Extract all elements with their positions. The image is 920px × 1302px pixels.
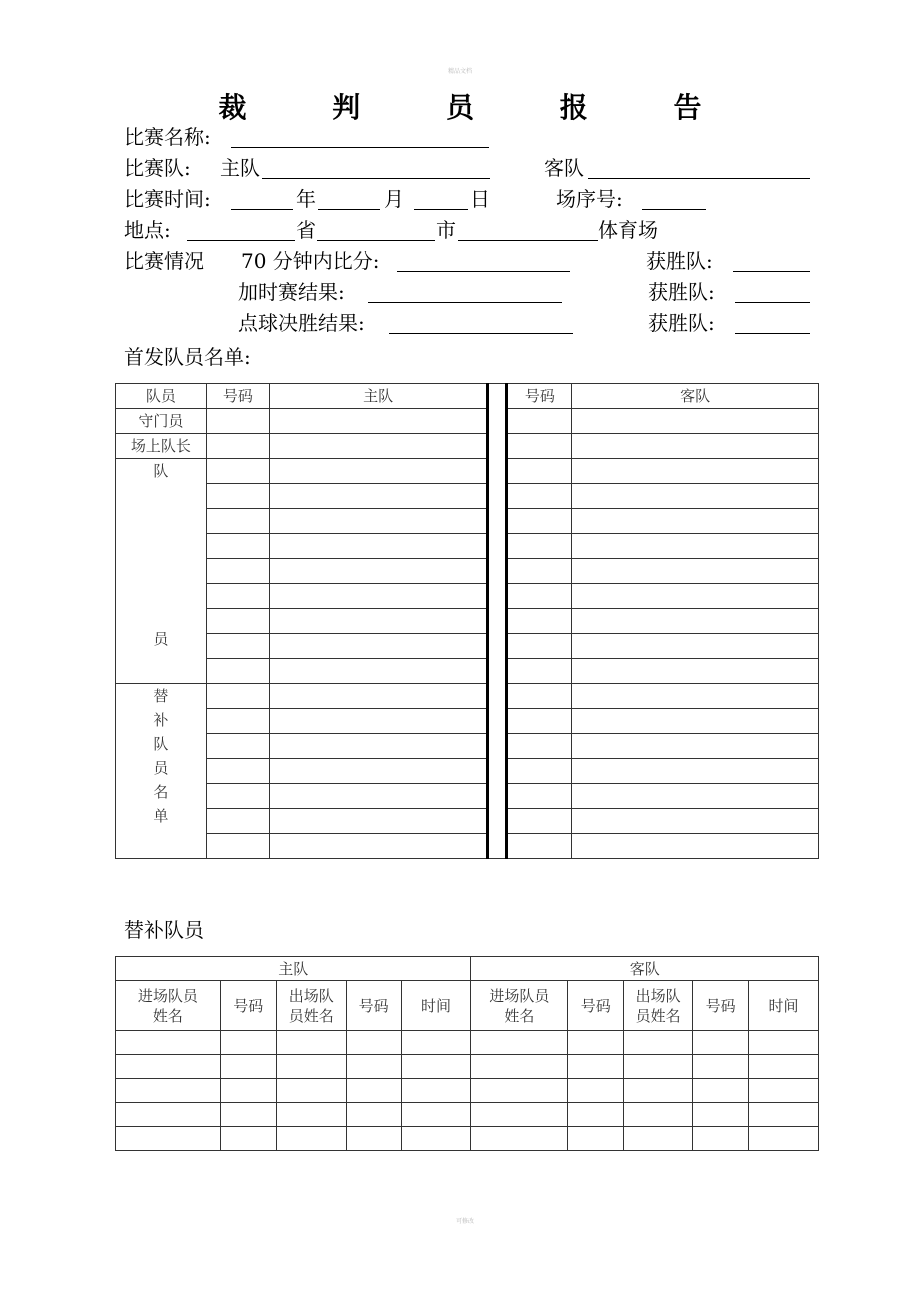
penalty-label: 点球决胜结果: <box>238 311 365 335</box>
cell[interactable] <box>276 1031 346 1055</box>
cell[interactable] <box>572 434 819 459</box>
sub-row <box>116 834 819 859</box>
sub-row <box>116 734 819 759</box>
cell[interactable] <box>507 634 572 659</box>
cell[interactable] <box>507 559 572 584</box>
teams-label: 比赛队: <box>124 156 191 180</box>
home-team-blank[interactable] <box>262 177 490 179</box>
cell[interactable] <box>206 434 269 459</box>
goalkeeper-label: 守门员 <box>116 409 207 434</box>
cell[interactable] <box>507 459 572 484</box>
winner1-blank[interactable] <box>733 270 810 272</box>
player-row <box>116 609 819 634</box>
cell[interactable] <box>346 1127 401 1151</box>
cell[interactable] <box>568 1079 624 1103</box>
cell[interactable] <box>206 534 269 559</box>
captain-row <box>116 434 819 459</box>
away-in-name-header: 进场队员 姓名 <box>471 981 568 1031</box>
cell[interactable] <box>749 1127 819 1151</box>
subs-home-header: 主队 <box>116 957 471 981</box>
cell[interactable] <box>572 709 819 734</box>
cell[interactable] <box>206 659 269 684</box>
cell[interactable] <box>269 584 488 609</box>
subs-heading: 替补队员 <box>124 918 204 942</box>
overtime-blank[interactable] <box>368 301 562 303</box>
cell[interactable] <box>624 1055 693 1079</box>
province-label: 省 <box>296 218 316 242</box>
cell[interactable] <box>269 784 488 809</box>
cell[interactable] <box>220 1031 276 1055</box>
cell[interactable] <box>346 1031 401 1055</box>
cell[interactable] <box>572 784 819 809</box>
cell[interactable] <box>572 409 819 434</box>
away-time-header: 时间 <box>749 981 819 1031</box>
cell[interactable] <box>572 834 819 859</box>
cell[interactable] <box>572 534 819 559</box>
day-label: 日 <box>470 187 490 211</box>
cell[interactable] <box>269 434 488 459</box>
cell[interactable] <box>749 1031 819 1055</box>
home-in-number-header: 号码 <box>220 981 276 1031</box>
cell[interactable] <box>116 1103 221 1127</box>
year-blank[interactable] <box>231 208 293 210</box>
subs-data-row <box>116 1103 819 1127</box>
cell[interactable] <box>276 1103 346 1127</box>
score70-blank[interactable] <box>397 270 570 272</box>
players-label-top: 队 <box>153 462 169 480</box>
situation-label: 比赛情况 <box>124 249 204 273</box>
subs-label <box>116 684 207 859</box>
subs-table <box>115 956 819 1151</box>
province-blank[interactable] <box>187 239 295 241</box>
cell[interactable] <box>507 734 572 759</box>
winner1-label: 获胜队: <box>646 249 713 273</box>
cell[interactable] <box>572 484 819 509</box>
cell[interactable] <box>507 484 572 509</box>
cell[interactable] <box>269 609 488 634</box>
city-blank[interactable] <box>317 239 435 241</box>
cell[interactable] <box>624 1031 693 1055</box>
winner2-blank[interactable] <box>735 301 810 303</box>
cell[interactable] <box>693 1079 749 1103</box>
watermark-bottom: 可修改 <box>456 1218 475 1225</box>
col-number-away-header: 号码 <box>507 384 572 409</box>
cell[interactable] <box>116 1031 221 1055</box>
cell[interactable] <box>220 1079 276 1103</box>
cell[interactable] <box>401 1055 471 1079</box>
cell[interactable] <box>507 659 572 684</box>
match-name-label: 比赛名称: <box>124 125 211 149</box>
cell[interactable] <box>269 484 488 509</box>
subs-char: 单 <box>153 807 169 825</box>
match-name-blank[interactable] <box>231 146 489 148</box>
player-row <box>116 559 819 584</box>
subs-data-row <box>116 1079 819 1103</box>
cell[interactable] <box>269 809 488 834</box>
match-no-blank[interactable] <box>642 208 706 210</box>
cell[interactable] <box>624 1103 693 1127</box>
cell[interactable] <box>749 1055 819 1079</box>
col-player-header: 队员 <box>116 384 207 409</box>
cell[interactable] <box>269 834 488 859</box>
winner3-blank[interactable] <box>735 332 810 334</box>
cell[interactable] <box>572 809 819 834</box>
place-label: 地点: <box>124 218 171 242</box>
cell[interactable] <box>269 534 488 559</box>
col-number-home-header: 号码 <box>206 384 269 409</box>
subs-char: 补 <box>153 711 169 729</box>
winner2-label: 获胜队: <box>648 280 715 304</box>
player-row <box>116 484 819 509</box>
cell[interactable] <box>116 1079 221 1103</box>
home-team-label: 主队 <box>220 156 260 180</box>
away-out-number-header: 号码 <box>693 981 749 1031</box>
sub-row <box>116 809 819 834</box>
cell[interactable] <box>346 1103 401 1127</box>
goalkeeper-row <box>116 409 819 434</box>
player-row <box>116 509 819 534</box>
cell[interactable] <box>507 509 572 534</box>
cell[interactable] <box>206 584 269 609</box>
cell[interactable] <box>401 1031 471 1055</box>
cell[interactable] <box>206 484 269 509</box>
cell[interactable] <box>507 534 572 559</box>
cell[interactable] <box>572 734 819 759</box>
city-label: 市 <box>436 218 456 242</box>
cell[interactable] <box>276 1079 346 1103</box>
cell[interactable] <box>471 1127 568 1151</box>
penalty-blank[interactable] <box>389 332 573 334</box>
cell[interactable] <box>269 709 488 734</box>
player-row <box>116 459 819 484</box>
cell[interactable] <box>568 1055 624 1079</box>
table-separator <box>488 384 507 859</box>
cell[interactable] <box>269 509 488 534</box>
subs-data-row <box>116 1127 819 1151</box>
cell[interactable] <box>572 584 819 609</box>
report-title: 裁 判 员 报 告 <box>218 91 740 124</box>
cell[interactable] <box>507 434 572 459</box>
cell[interactable] <box>572 684 819 709</box>
cell[interactable] <box>572 459 819 484</box>
cell[interactable] <box>206 409 269 434</box>
cell[interactable] <box>206 609 269 634</box>
score70-label: 70 分钟内比分: <box>241 249 380 273</box>
cell[interactable] <box>206 709 269 734</box>
cell[interactable] <box>401 1079 471 1103</box>
cell[interactable] <box>507 809 572 834</box>
player-row <box>116 534 819 559</box>
cell[interactable] <box>693 1127 749 1151</box>
cell[interactable] <box>116 1127 221 1151</box>
away-team-label: 客队 <box>544 156 584 180</box>
cell[interactable] <box>471 1103 568 1127</box>
cell[interactable] <box>206 559 269 584</box>
subs-char: 名 <box>153 783 169 801</box>
stadium-blank[interactable] <box>458 239 598 241</box>
sub-row <box>116 759 819 784</box>
col-away-header: 客队 <box>572 384 819 409</box>
subs-char: 队 <box>153 735 169 753</box>
home-out-name-header: 出场队 员姓名 <box>276 981 346 1031</box>
cell[interactable] <box>624 1127 693 1151</box>
cell[interactable] <box>572 609 819 634</box>
cell[interactable] <box>269 559 488 584</box>
cell[interactable] <box>206 684 269 709</box>
cell[interactable] <box>346 1079 401 1103</box>
away-team-blank[interactable] <box>588 177 810 179</box>
lineup-table <box>115 383 819 859</box>
captain-label: 场上队长 <box>116 434 207 459</box>
year-label: 年 <box>296 187 316 211</box>
cell[interactable] <box>507 784 572 809</box>
cell[interactable] <box>116 1055 221 1079</box>
cell[interactable] <box>401 1103 471 1127</box>
lineup-header-row <box>116 384 819 409</box>
player-row <box>116 584 819 609</box>
cell[interactable] <box>507 584 572 609</box>
match-time-label: 比赛时间: <box>124 187 211 211</box>
home-out-number-header: 号码 <box>346 981 401 1031</box>
cell[interactable] <box>206 459 269 484</box>
cell[interactable] <box>572 759 819 784</box>
watermark-top: 精品文档 <box>448 68 473 75</box>
away-out-name-header: 出场队 员姓名 <box>624 981 693 1031</box>
cell[interactable] <box>693 1103 749 1127</box>
cell[interactable] <box>507 409 572 434</box>
overtime-label: 加时赛结果: <box>238 280 345 304</box>
players-label <box>116 459 207 684</box>
cell[interactable] <box>269 684 488 709</box>
cell[interactable] <box>572 634 819 659</box>
col-home-header: 主队 <box>269 384 488 409</box>
cell[interactable] <box>220 1127 276 1151</box>
subs-char: 替 <box>153 687 169 705</box>
cell[interactable] <box>693 1055 749 1079</box>
home-in-name-header: 进场队员 姓名 <box>116 981 221 1031</box>
month-blank[interactable] <box>318 208 380 210</box>
match-no-label: 场序号: <box>556 187 623 211</box>
cell[interactable] <box>220 1055 276 1079</box>
subs-data-row <box>116 1055 819 1079</box>
cell[interactable] <box>206 834 269 859</box>
cell[interactable] <box>624 1079 693 1103</box>
cell[interactable] <box>572 509 819 534</box>
cell[interactable] <box>507 609 572 634</box>
cell[interactable] <box>749 1079 819 1103</box>
cell[interactable] <box>471 1079 568 1103</box>
cell[interactable] <box>693 1031 749 1055</box>
winner3-label: 获胜队: <box>648 311 715 335</box>
cell[interactable] <box>269 459 488 484</box>
sub-row <box>116 784 819 809</box>
cell[interactable] <box>572 659 819 684</box>
cell[interactable] <box>206 784 269 809</box>
cell[interactable] <box>568 1127 624 1151</box>
stadium-label: 体育场 <box>598 218 658 242</box>
player-row <box>116 634 819 659</box>
cell[interactable] <box>269 634 488 659</box>
players-label-bottom: 员 <box>153 630 169 648</box>
cell[interactable] <box>206 634 269 659</box>
cell[interactable] <box>276 1055 346 1079</box>
cell[interactable] <box>220 1103 276 1127</box>
cell[interactable] <box>471 1055 568 1079</box>
month-label: 月 <box>384 187 404 211</box>
cell[interactable] <box>507 709 572 734</box>
cell[interactable] <box>568 1103 624 1127</box>
starting-list-label: 首发队员名单: <box>124 345 251 369</box>
cell[interactable] <box>269 759 488 784</box>
cell[interactable] <box>572 559 819 584</box>
cell[interactable] <box>507 759 572 784</box>
cell[interactable] <box>269 659 488 684</box>
subs-away-header: 客队 <box>471 957 819 981</box>
sub-row <box>116 709 819 734</box>
cell[interactable] <box>401 1127 471 1151</box>
cell[interactable] <box>568 1031 624 1055</box>
cell[interactable] <box>269 409 488 434</box>
subs-data-row <box>116 1031 819 1055</box>
subs-char: 员 <box>153 759 169 777</box>
cell[interactable] <box>276 1127 346 1151</box>
cell[interactable] <box>206 734 269 759</box>
player-row <box>116 659 819 684</box>
cell[interactable] <box>206 759 269 784</box>
subs-team-row <box>116 957 819 981</box>
cell[interactable] <box>507 684 572 709</box>
cell[interactable] <box>206 509 269 534</box>
day-blank[interactable] <box>414 208 468 210</box>
cell[interactable] <box>471 1031 568 1055</box>
cell[interactable] <box>206 809 269 834</box>
subs-column-row <box>116 981 819 1031</box>
sub-row <box>116 684 819 709</box>
away-in-number-header: 号码 <box>568 981 624 1031</box>
cell[interactable] <box>749 1103 819 1127</box>
cell[interactable] <box>507 834 572 859</box>
cell[interactable] <box>269 734 488 759</box>
cell[interactable] <box>346 1055 401 1079</box>
home-time-header: 时间 <box>401 981 471 1031</box>
